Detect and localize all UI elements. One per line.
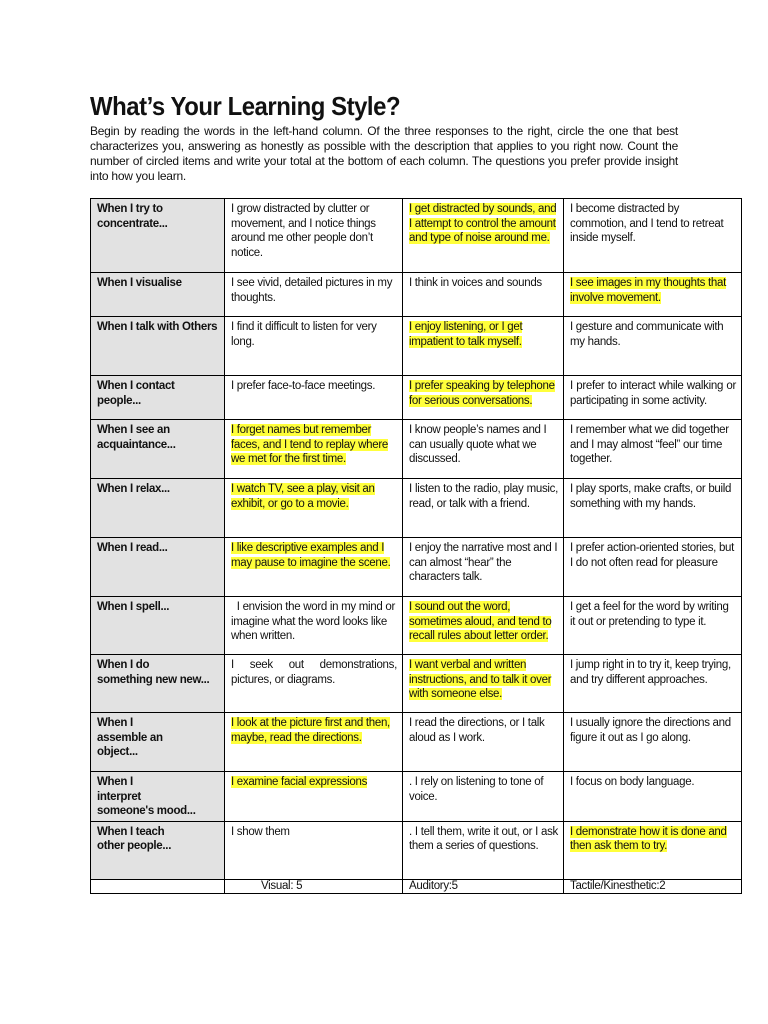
tactile-response: I get a feel for the word by writing it out or pretending to type it.	[564, 597, 742, 655]
page-title: What’s Your Learning Style?	[90, 91, 401, 121]
visual-response	[225, 479, 403, 538]
question-cell: When I try to concentrate...	[91, 199, 225, 273]
auditory-response: I enjoy the narrative most and I can almost “hear” the characters talk.	[403, 538, 564, 597]
visual-response	[225, 538, 403, 597]
auditory-response: . I tell them, write it out, or I ask them a series of questions.	[403, 821, 564, 879]
highlighted-answer: I want verbal and written instructions, and to talk it over with someone else.	[409, 659, 552, 701]
table-row	[91, 821, 742, 879]
auditory-response: I know people’s names and I can usually quote what we discussed.	[403, 420, 564, 479]
tactile-response: I play sports, make crafts, or build something with my hands.	[564, 479, 742, 538]
instructions-paragraph: Begin by reading the words in the left-hand column. Of the three responses to the right, circle the one that best characterizes you, answering as honestly as possible with the description that applies to you right now. Count the number of circled items and write your total at the bottom of each column. The questions you prefer provide insight into how you learn.	[90, 124, 678, 183]
highlighted-answer: I prefer speaking by telephone for serious conversations.	[409, 380, 555, 407]
highlighted-answer: I examine facial expressions	[231, 776, 368, 788]
highlighted-answer: I look at the picture first and then, maybe, read the directions.	[231, 717, 390, 744]
highlighted-answer: I forget names but remember faces, and I tend to replay where we met for the first time.	[231, 424, 388, 466]
visual-total: Visual: 5	[225, 879, 403, 893]
table-row	[91, 713, 742, 772]
tactile-total: Tactile/Kinesthetic:2	[564, 879, 742, 893]
table-row	[91, 655, 742, 713]
auditory-response: I listen to the radio, play music, read, or talk with a friend.	[403, 479, 564, 538]
tactile-response: I prefer to interact while walking or participating in some activity.	[564, 376, 742, 420]
tactile-response: I gesture and communicate with my hands.	[564, 317, 742, 376]
auditory-response: . I rely on listening to tone of voice.	[403, 772, 564, 822]
tactile-response: I focus on body language.	[564, 772, 742, 822]
tactile-response: I become distracted by commotion, and I tend to retreat inside myself.	[564, 199, 742, 273]
table-row	[91, 597, 742, 655]
question-cell: When I relax...	[91, 479, 225, 538]
tactile-response: I remember what we did together and I may almost “feel” our time together.	[564, 420, 742, 479]
highlighted-answer: I get distracted by sounds, and I attempt to control the amount and type of noise around me.	[409, 203, 557, 245]
highlighted-answer: I watch TV, see a play, visit an exhibit, or go to a movie.	[231, 483, 375, 510]
table-row	[91, 317, 742, 376]
tactile-response: I prefer action-oriented stories, but I do not often read for pleasure	[564, 538, 742, 597]
tactile-response	[564, 273, 742, 317]
question-cell: When I talk with Others	[91, 317, 225, 376]
auditory-response	[403, 597, 564, 655]
table-row	[91, 273, 742, 317]
table-row	[91, 772, 742, 822]
question-cell: When I spell...	[91, 597, 225, 655]
question-cell: When I teach other people...	[91, 821, 225, 879]
table-row	[91, 199, 742, 273]
highlighted-answer: I enjoy listening, or I get impatient to talk myself.	[409, 321, 523, 348]
question-cell: When I assemble an object...	[91, 713, 225, 772]
auditory-response	[403, 376, 564, 420]
visual-response	[225, 713, 403, 772]
auditory-response: I think in voices and sounds	[403, 273, 564, 317]
totals-empty-cell	[91, 879, 225, 893]
tactile-response: I usually ignore the directions and figure it out as I go along.	[564, 713, 742, 772]
visual-response: I grow distracted by clutter or movement, and I notice things around me other people don’t notice.	[225, 199, 403, 273]
visual-response: I seek out demonstrations, pictures, or diagrams.	[225, 655, 403, 713]
totals-row	[91, 879, 742, 893]
auditory-response	[403, 317, 564, 376]
tactile-response	[564, 821, 742, 879]
visual-response: I prefer face-to-face meetings.	[225, 376, 403, 420]
question-cell: When I visualise	[91, 273, 225, 317]
auditory-total: Auditory:5	[403, 879, 564, 893]
highlighted-answer: I demonstrate how it is done and then ask them to try.	[570, 825, 727, 853]
auditory-response	[403, 199, 564, 273]
learning-style-table	[90, 198, 742, 894]
question-cell: When I see an acquaintance...	[91, 420, 225, 479]
table-row	[91, 479, 742, 538]
visual-response: I show them	[225, 821, 403, 879]
question-cell: When I contact people...	[91, 376, 225, 420]
visual-response	[225, 772, 403, 822]
visual-response	[225, 420, 403, 479]
table-row	[91, 376, 742, 420]
visual-response: I find it difficult to listen for very long.	[225, 317, 403, 376]
tactile-response: I jump right in to try it, keep trying, and try different approaches.	[564, 655, 742, 713]
visual-response: I see vivid, detailed pictures in my thoughts.	[225, 273, 403, 317]
auditory-response: I read the directions, or I talk aloud as I work.	[403, 713, 564, 772]
question-cell: When I do something new new...	[91, 655, 225, 713]
question-cell: When I read...	[91, 538, 225, 597]
table-row	[91, 538, 742, 597]
table-row	[91, 420, 742, 479]
highlighted-answer: I see images in my thoughts that involve movement.	[570, 277, 726, 304]
auditory-response	[403, 655, 564, 713]
highlighted-answer: I like descriptive examples and I may pause to imagine the scene.	[231, 542, 391, 569]
question-cell: When I interpret someone's mood...	[91, 772, 225, 822]
highlighted-answer: I sound out the word, sometimes aloud, and tend to recall rules about letter order.	[409, 601, 552, 643]
visual-response: I envision the word in my mind or imagine what the word looks like when written.	[225, 597, 403, 655]
